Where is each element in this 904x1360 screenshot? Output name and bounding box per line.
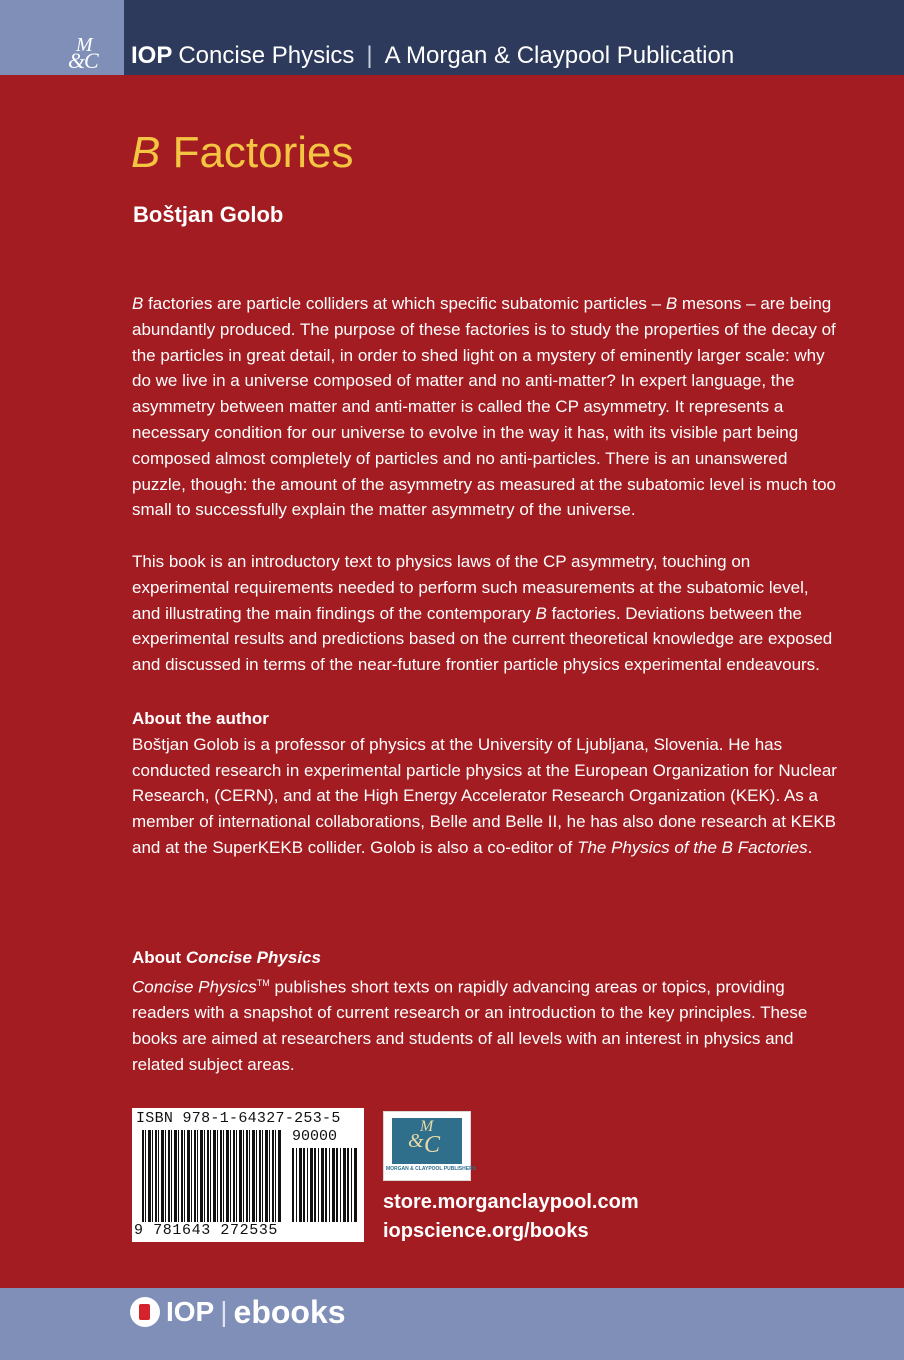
iopscience-link[interactable]: iopscience.org/books (383, 1220, 589, 1242)
series-header (131, 40, 734, 72)
about-concise-section (132, 945, 838, 1078)
iop-logo-icon (130, 1297, 160, 1327)
publication-label: A Morgan & Claypool Publication (384, 42, 735, 69)
header-separator: | (366, 42, 373, 69)
publisher-logo (383, 1111, 477, 1181)
barcode-bars-icon (142, 1130, 282, 1222)
description-paragraph-2: This book is an introductory text to physics laws of the CP asymmetry, touching on experimental requirements needed to perform such measurements at the subatomic level, and illustrating the main findings of the contemporary B factories. Deviations between the experimental results and predictions based on the current theoretical knowledge are exposed and discussed in terms of the near-future frontier particle physics experimental endeavours. (132, 552, 833, 675)
isbn-number: ISBN 978-1-64327-253-5 (136, 1110, 341, 1127)
iop-ebooks-brand: IOP | ebooks (130, 1294, 346, 1330)
publisher-logo-name: MORGAN & CLAYPOOL PUBLISHERS (386, 1166, 477, 1172)
description-paragraph-1: B factories are particle colliders at which specific subatomic particles – B mesons – are being abundantly produced. The purpose of these factories is to study the properties of the decay of the particles in great detail, in order to shed light on a mystery of eminently larger scale: why do we live in a universe composed of matter and no anti-matter? In expert language, the asymmetry between matter and anti-matter is called the CP asymmetry. It represents a necessary condition for our universe to evolve in the way it has, with its visible part being composed almost completely of particles and no anti-particles. There is an unanswered puzzle, though: the amount of the asymmetry as measured at the subatomic level is much too small to successfully explain the matter asymmetry of the universe. (132, 294, 836, 520)
author-name: Boštjan Golob (133, 202, 284, 227)
about-concise-heading: About Concise Physics (132, 948, 321, 967)
iop-label: IOP (131, 42, 173, 69)
publisher-monogram-icon: M & C (392, 1118, 462, 1164)
morgan-claypool-logo-icon: M & C (68, 34, 99, 73)
barcode-addon-bars-icon (292, 1148, 358, 1222)
book-title: B Factories (131, 128, 354, 177)
header-logo-box (0, 0, 124, 75)
about-concise-text: Concise Physics™ publishes short texts on rapidly advancing areas or topics, providing readers with a snapshot of current research or an introduction to the key principles. These books are aimed at researchers and students of all levels with an interest in physics and related subject areas. (132, 977, 808, 1074)
price-code: 90000 (292, 1128, 338, 1145)
ean-number: 9 781643 272535 (134, 1222, 279, 1239)
about-author-section (132, 706, 838, 861)
about-author-text: Boštjan Golob is a professor of physics at the University of Ljubljana, Slovenia. He has conducted research in experimental particle physics at the European Organization for Nuclear Research, (CERN), and at the High Energy Accelerator Research Organization (KEK). As a member of international collaborations, Belle and Belle II, he has also done research at KEKB and at the SuperKEKB collider. Golob is also a co-editor of The Physics of the B Factories. (132, 734, 837, 857)
series-name: Concise Physics (178, 42, 355, 69)
store-link[interactable]: store.morganclaypool.com (383, 1191, 639, 1213)
about-author-heading: About the author (132, 709, 269, 728)
isbn-barcode (132, 1108, 364, 1242)
